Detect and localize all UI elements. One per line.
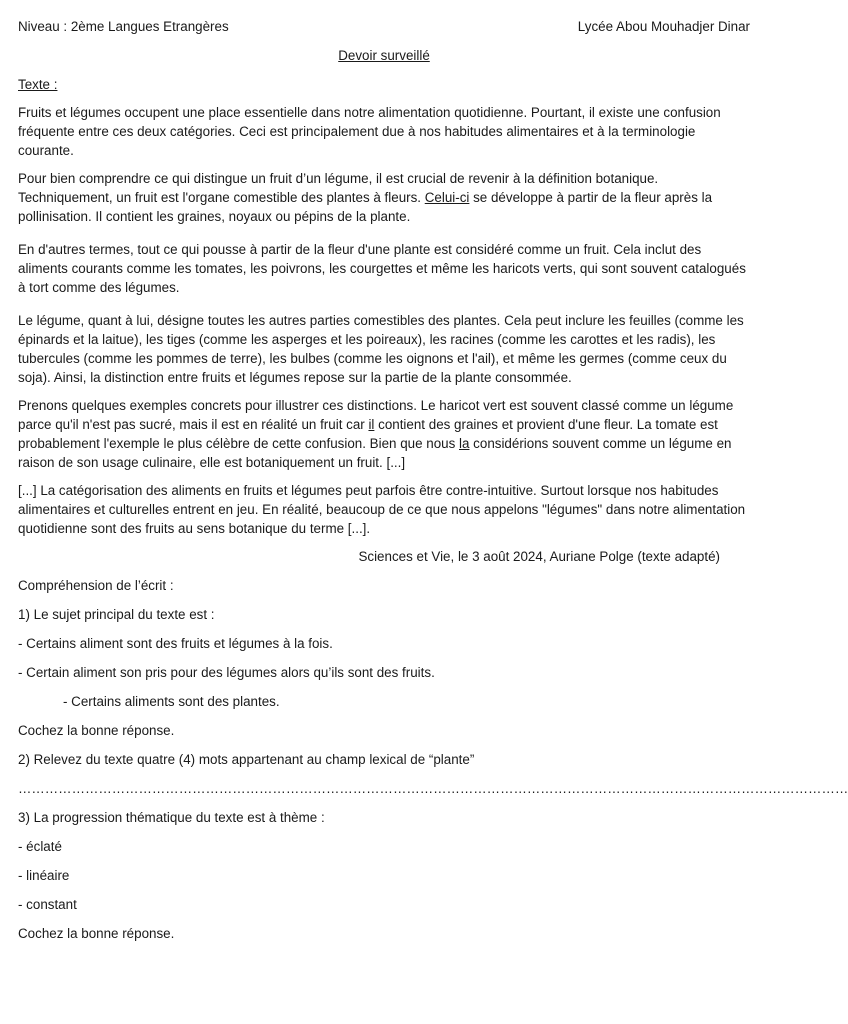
document-page xyxy=(18,17,848,943)
paragraph-5-part-3: considérions souvent comme un légume en raison de son usage culinaire, elle est botaniquement un fruit. [...] xyxy=(18,436,732,470)
paragraph-5-part-2: contient des graines et provient d'une fleur. La tomate est probablement l'exemple le plus célèbre de cette confusion. Bien que nous xyxy=(18,417,718,451)
question-2: 2) Relevez du texte quatre (4) mots appartenant au champ lexical de “plante” xyxy=(18,752,475,767)
question-1-instruction: Cochez la bonne réponse. xyxy=(18,723,175,738)
question-1-option-1: - Certains aliment sont des fruits et légumes à la fois. xyxy=(18,636,333,651)
paragraph-2-part-1: Pour bien comprendre ce qui distingue un fruit d’un légume, il est crucial de revenir à la définition botanique. Techniquement, un fruit est l'organe comestible des plantes à fleurs. xyxy=(18,171,659,205)
underlined-word-la: la xyxy=(459,436,470,451)
level-label: Niveau : 2ème Langues Etrangères xyxy=(18,19,229,34)
school-name: Lycée Abou Mouhadjer Dinar xyxy=(577,19,750,34)
paragraph-3: En d'autres termes, tout ce qui pousse à partir de la fleur d'une plante est considéré comme un fruit. Cela inclut des aliments courants comme les tomates, les poivrons, les courgettes et même les haricots verts, qui sont souvent catalogués à tort comme des légumes. xyxy=(18,242,746,295)
question-1: 1) Le sujet principal du texte est : xyxy=(18,607,215,622)
comprehension-heading: Compréhension de l’écrit : xyxy=(18,578,174,593)
text-label: Texte : xyxy=(18,77,58,92)
paragraph-2 xyxy=(18,169,750,226)
question-3-option-2: - linéaire xyxy=(18,868,70,883)
paragraph-6: [...] La catégorisation des aliments en fruits et légumes peut parfois être contre-intuitive. Surtout lorsque nos habitudes alimentaires et culturelles entrent en jeu. En réalité, beaucoup de ce que nous appelons "légumes" dans notre alimentation quotidienne sont des fruits au sens botanique du terme [...]. xyxy=(18,483,746,536)
question-3: 3) La progression thématique du texte est à thème : xyxy=(18,810,325,825)
underlined-word-celui-ci: Celui-ci xyxy=(424,190,470,205)
question-3-option-3: - constant xyxy=(18,897,77,912)
question-1-option-2: - Certain aliment son pris pour des légumes alors qu’ils sont des fruits. xyxy=(18,665,435,680)
question-3-option-1: - éclaté xyxy=(18,839,62,854)
page-title: Devoir surveillé xyxy=(338,48,430,63)
underlined-word-il: il xyxy=(368,417,375,432)
header xyxy=(18,17,750,37)
paragraph-2-part-2: se développe à partir de la fleur après la pollinisation. Il contient les graines, noyaux ou pépins de la plante. xyxy=(18,190,713,224)
paragraph-5 xyxy=(18,396,750,472)
answer-dotted-line: …………………………………………………………………………………………………………………………………………………………………… xyxy=(18,781,848,796)
question-1-option-3: - Certains aliments sont des plantes. xyxy=(63,694,280,709)
question-3-instruction: Cochez la bonne réponse. xyxy=(18,926,175,941)
paragraph-4: Le légume, quant à lui, désigne toutes les autres parties comestibles des plantes. Cela peut inclure les feuilles (comme les épinards et la laitue), les tiges (comme les asperges et les poireaux), les racines (comme les carottes et les radis), les tubercules (comme les pommes de terre), les bulbes (comme les oignons et l'ail), et même les germes (comme ceux du soja). Ainsi, la distinction entre fruits et légumes repose sur la partie de la plante consommée. xyxy=(18,313,744,385)
source-citation: Sciences et Vie, le 3 août 2024, Auriane Polge (texte adapté) xyxy=(358,549,720,564)
paragraph-1: Fruits et légumes occupent une place essentielle dans notre alimentation quotidienne. Pourtant, il existe une confusion fréquente entre ces deux catégories. Ceci est principalement due à nos habitudes alimentaires et à la terminologie courante. xyxy=(18,105,721,158)
paragraph-5-part-1: Prenons quelques exemples concrets pour illustrer ces distinctions. Le haricot vert est souvent classé comme un légume parce qu'il n'est pas sucré, mais il est en réalité un fruit car xyxy=(18,398,734,432)
